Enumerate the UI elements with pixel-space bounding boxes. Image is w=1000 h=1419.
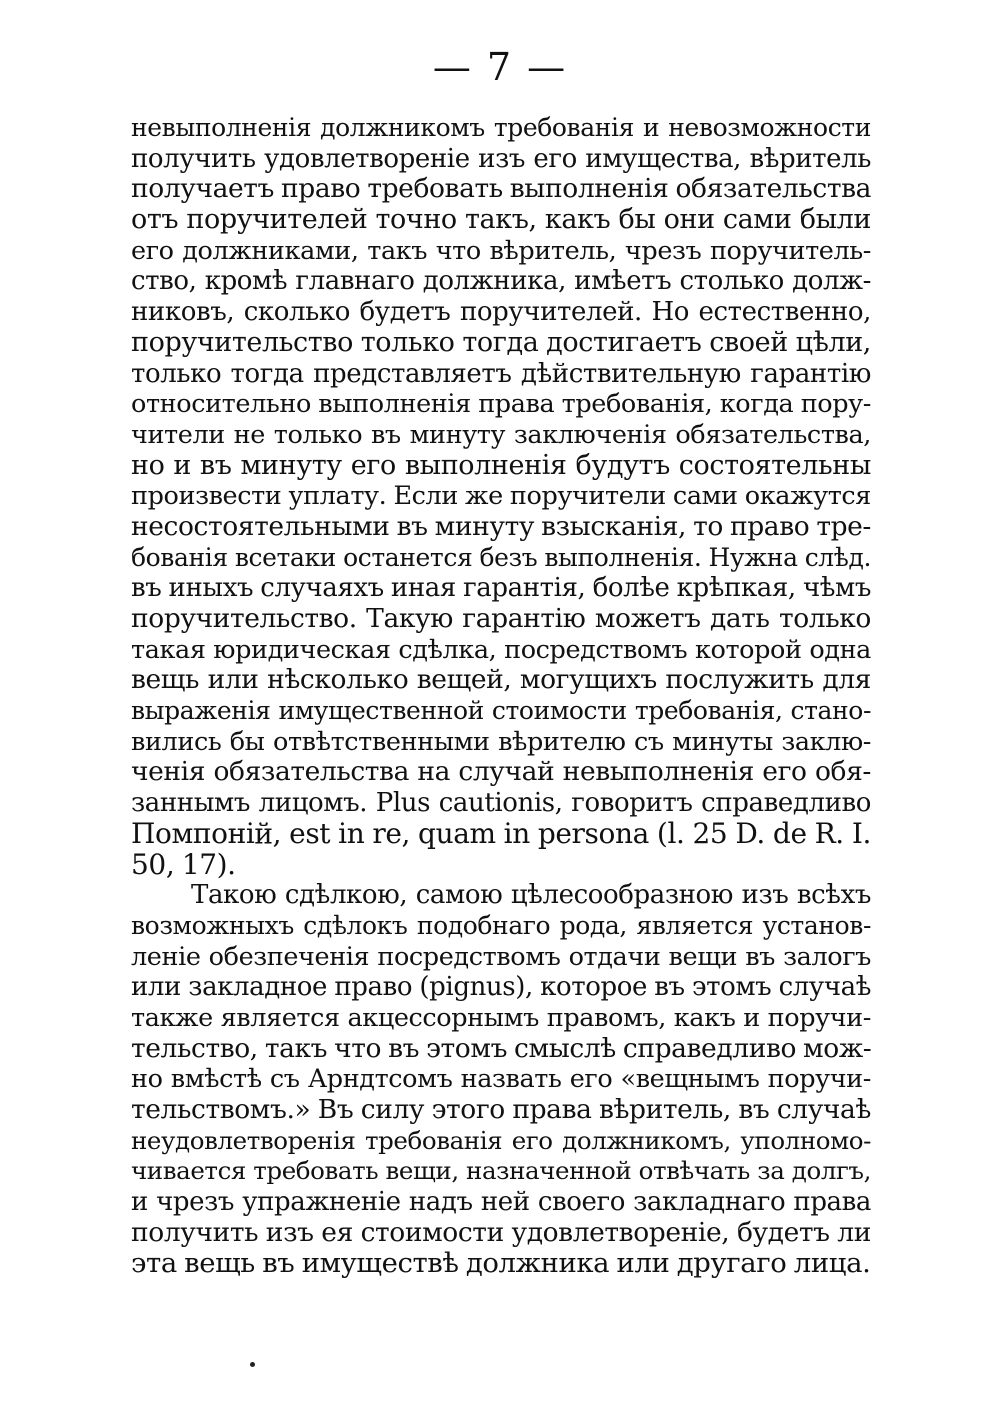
body-text bbox=[131, 113, 871, 1279]
text-line: вещь или нѣсколько вещей, могущихъ послужить для bbox=[131, 664, 871, 696]
text-line: такая юридическая сдѣлка, посредствомъ которой одна bbox=[131, 634, 871, 665]
text-line: бованія всетаки останется безъ выполненія. Нужна слѣд. bbox=[131, 542, 871, 572]
text-line: его должниками, такъ что вѣритель, чрезъ поручитель- bbox=[131, 235, 871, 266]
paragraph-1 bbox=[131, 113, 871, 880]
paragraph-2 bbox=[131, 880, 871, 1279]
text-line: неудовлетворенія требованія его должникомъ, уполномо- bbox=[131, 1125, 871, 1155]
text-line: ченія обязательства на случай невыполненія его обя- bbox=[131, 756, 871, 788]
text-line: Такою сдѣлкою, самою цѣлесообразною изъ всѣхъ bbox=[191, 880, 871, 911]
text-line: относительно выполненія права требованія, когда пору- bbox=[131, 389, 871, 420]
text-line: выраженія имущественной стоимости требованія, стано- bbox=[131, 696, 871, 726]
text-line: заннымъ лицомъ. Plus cautionis, говоритъ справедливо bbox=[131, 788, 871, 819]
text-line: невыполненія должникомъ требованія и невозможности bbox=[131, 113, 871, 142]
text-line: чивается требовать вещи, назначенной отвѣчать за долгъ, bbox=[131, 1156, 871, 1186]
text-line: никовъ, сколько будетъ поручителей. Но естественно, bbox=[131, 297, 871, 328]
text-line: ство, кромѣ главнаго должника, имѣетъ столько долж- bbox=[131, 266, 871, 297]
text-line: также является акцессорнымъ правомъ, какъ и поручи- bbox=[131, 1002, 871, 1033]
text-line: отъ поручителей точно такъ, какъ бы они сами были bbox=[131, 204, 871, 236]
text-line: и чрезъ упражненіе надъ ней своего закладнаго права bbox=[131, 1187, 871, 1218]
text-line: чители не только въ минуту заключенія обязательства, bbox=[131, 419, 871, 450]
text-line: вились бы отвѣтственными вѣрителю съ минуты заклю- bbox=[131, 726, 871, 757]
text-line: Помпоній, est in re, quam in persona (l. 25 D. de R. I. bbox=[131, 816, 871, 850]
text-line: получить изъ ея стоимости удовлетвореніе, будетъ ли bbox=[131, 1216, 871, 1248]
text-line: но и въ минуту его выполненія будутъ состоятельны bbox=[131, 449, 871, 481]
text-line: эта вещь въ имуществѣ должника или другаго лица. bbox=[131, 1247, 871, 1280]
text-line: только тогда представляетъ дѣйствительную гарантію bbox=[131, 358, 871, 389]
text-line: тельство, такъ что въ этомъ смыслѣ справедливо мож- bbox=[131, 1032, 872, 1064]
text-line: въ иныхъ случаяхъ иная гарантія, болѣе крѣпкая, чѣмъ bbox=[131, 573, 871, 604]
text-line: леніе обезпеченія посредствомъ отдачи вещи въ залогъ bbox=[131, 941, 871, 972]
text-line: или закладное право (pignus), которое въ этомъ случаѣ bbox=[131, 972, 871, 1003]
text-line: но вмѣстѣ съ Арндтсомъ назвать его «вещнымъ поручи- bbox=[131, 1064, 871, 1095]
text-line: получить удовлетвореніе изъ его имущества, вѣритель bbox=[131, 143, 871, 174]
page-number: — 7 — bbox=[432, 45, 568, 89]
text-line: поручительство. Такую гарантію можетъ дать только bbox=[131, 603, 871, 634]
text-line: 50, 17). bbox=[131, 847, 236, 881]
text-line: произвести уплату. Если же поручители сами окажутся bbox=[131, 481, 871, 512]
text-line: несостоятельными въ минуту взысканія, то право тре- bbox=[131, 510, 871, 542]
text-line: возможныхъ сдѣлокъ подобнаго рода, является установ- bbox=[131, 910, 871, 940]
text-line: получаетъ право требовать выполненія обязательства bbox=[131, 173, 871, 205]
ink-dot bbox=[250, 1362, 255, 1367]
text-line: поручительство только тогда достигаетъ своей цѣли, bbox=[131, 326, 871, 358]
text-line: тельствомъ.» Въ силу этого права вѣритель, въ случаѣ bbox=[131, 1094, 871, 1125]
